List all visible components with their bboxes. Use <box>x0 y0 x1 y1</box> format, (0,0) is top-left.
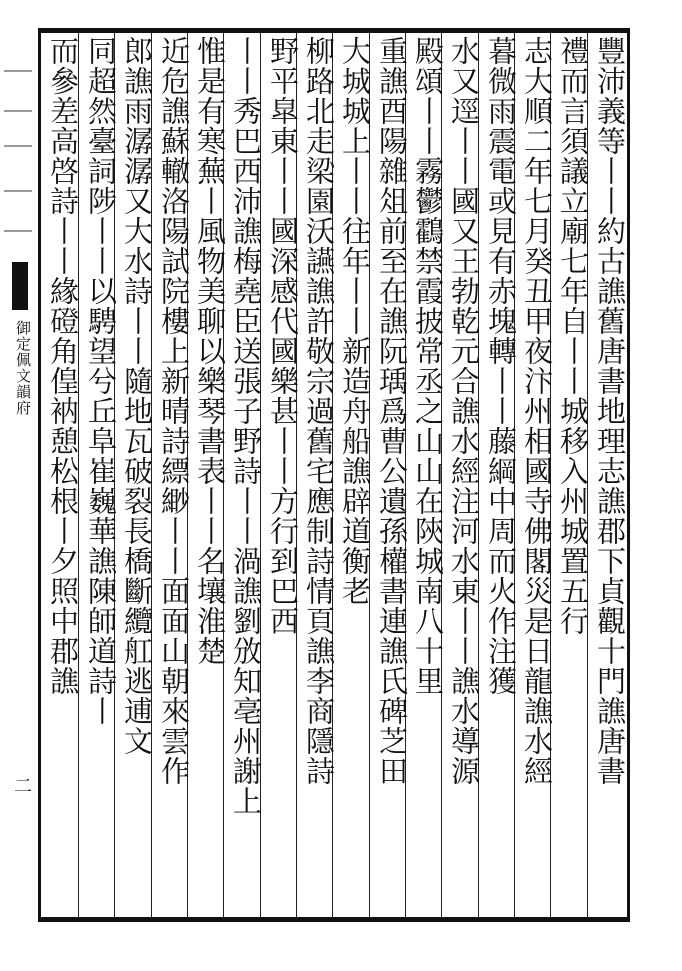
text-column-12: 惟是有寒蕪丨風物美聊以樂琴書表丨丨名壤淮楚 <box>193 36 227 666</box>
text-column-16: 而參差高啓詩丨丨緣磴角偟衲憩松根丨夕照中郡譙 <box>46 36 80 696</box>
text-column-4: 暮微雨震電或見有赤塊轉丨丨藤綱中周而火作注獲 <box>484 36 518 696</box>
text-column-9: 柳路北走梁園沃讌譙許敬宗過舊宅應制詩情頁譙李商隱詩 <box>302 36 336 786</box>
text-column-1: 豐沛義等丨丨約古譙舊唐書地理志譙郡下貞觀十門譙唐書 <box>593 36 627 786</box>
margin-book-title: 御定佩文韻府 <box>14 320 32 416</box>
text-column-7: 重譙酉陽雜俎前至在譙阮瑀爲曹公遺孫權書連譙氏碑芝田 <box>375 36 409 786</box>
black-fishtail-mark <box>12 262 28 310</box>
text-column-11: 丨丨秀巴西沛譙梅堯臣送張子野詩丨丨渦譙劉攽知亳州謝上 <box>229 36 263 816</box>
text-column-5: 水又逕丨丨國又王勃乾元合譙水經注河水東丨丨譙水導源 <box>447 36 481 786</box>
text-column-6: 殿頌丨丨霧鬱鸖禁霞披常丞之山山在陝城南八十里 <box>411 36 445 696</box>
page-number: 二 <box>11 776 32 794</box>
text-column-8: 大城城上丨丨往年丨丨新造舟船譙辟道衡老 <box>338 36 372 606</box>
text-column-10: 野平皐東丨丨國深感代國樂甚丨丨方行到巴西 <box>266 36 300 636</box>
text-column-13: 近危譙蘇轍洛陽試院樓上新晴詩縹緲丨丨面面山朝來雲作 <box>157 36 191 786</box>
text-column-15: 同超然臺詞陟丨丨以騁望兮丘阜崔巍華譙陳師道詩丨 <box>84 36 118 726</box>
text-column-14: 郎譙雨潺潺又大水詩丨丨隨地瓦破裂長橋斷纜舡逃逋文 <box>120 36 154 756</box>
text-column-2: 禮而言須議立廟七年自丨丨城移入州城置五行 <box>556 36 590 636</box>
text-column-3: 志大順二年七月癸丑甲夜汴州相國寺佛閣災是日龍譙水經 <box>520 36 554 786</box>
